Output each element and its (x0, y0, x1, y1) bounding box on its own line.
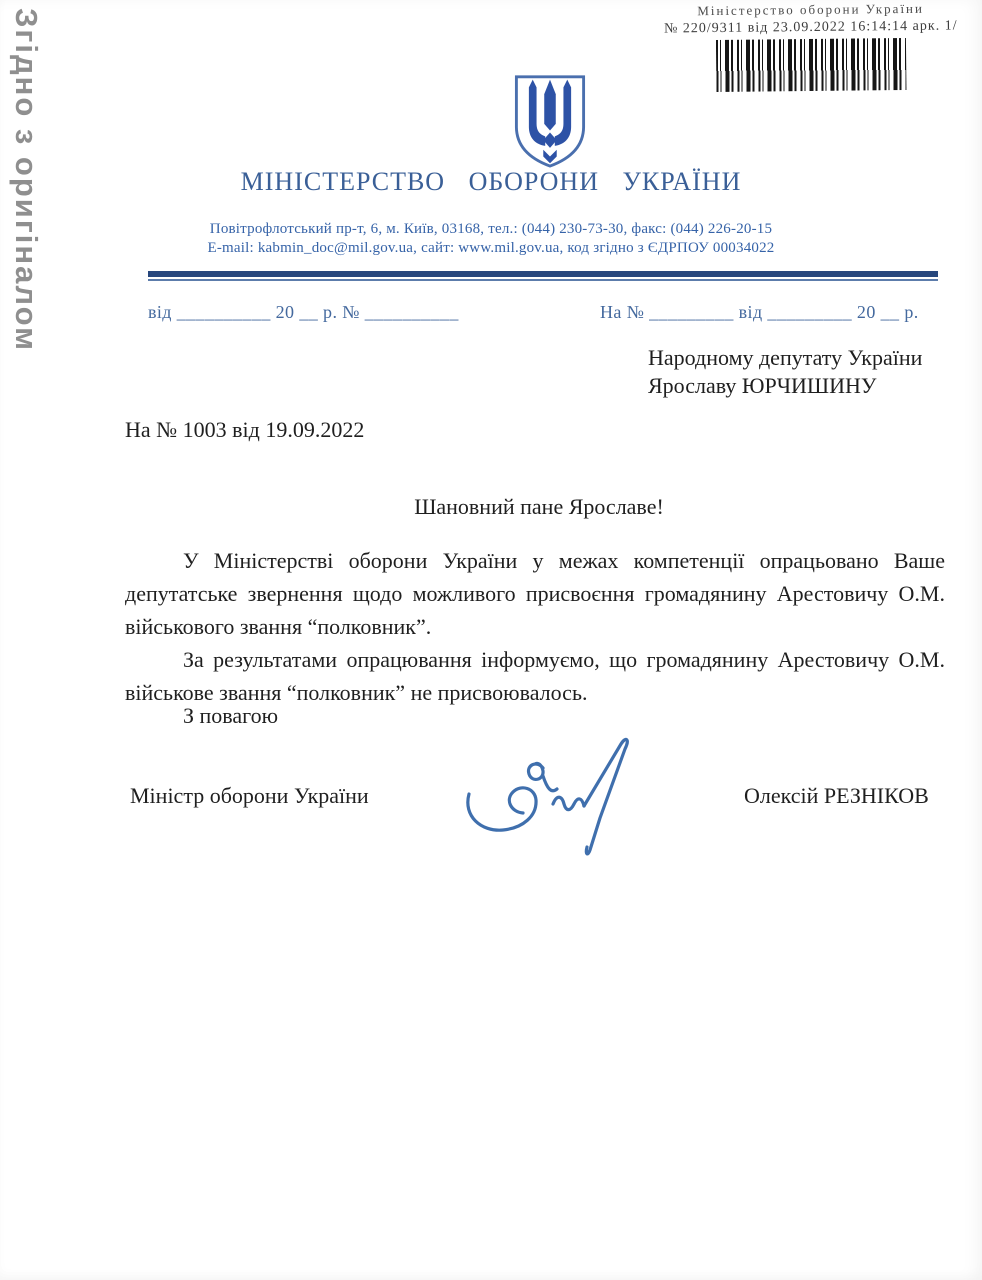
letterhead-divider (148, 271, 938, 277)
contact-line: E-mail: kabmin_doc@mil.gov.ua, сайт: www.mil.gov.ua, код згідно з ЄДРПОУ 00034022 (207, 240, 775, 256)
reply-reference: На № 1003 від 19.09.2022 (125, 417, 365, 442)
ukraine-trident-emblem-icon (505, 72, 595, 168)
recipient-name: Ярославу ЮРЧИШИНУ (648, 373, 877, 398)
body-paragraph-1: У Міністерстві оборони України у межах компетенції опрацьовано Ваше депутатське звернення щодо можливого присвоєння громадянину Арестовичу О.М. військового звання “полковник”. (125, 548, 945, 639)
recipient-title: Народному депутату України (648, 345, 923, 370)
address-line: Повітрофлотський пр-т, 6, м. Київ, 03168, тел.: (044) 230-73-30, факс: (044) 226-20-15 (209, 221, 773, 237)
registration-stamp-org: Міністерство оборони України (697, 0, 925, 19)
barcode-icon (716, 38, 907, 92)
ministry-title: МІНІСТЕРСТВО ОБОРОНИ УКРАЇНИ (240, 167, 742, 196)
registration-stamp-number: № 220/9311 від 23.09.2022 16:14:14 арк. 1/ (663, 18, 958, 37)
body-paragraph-2: За результатами опрацювання інформуємо, що громадянину Арестовичу О.М. військове звання “полковник” не присвоювалось. (125, 647, 945, 705)
handwritten-signature-icon (452, 728, 692, 868)
signer-name: Олексій РЕЗНІКОВ (744, 783, 929, 808)
recipient-block (648, 344, 922, 400)
signer-position: Міністр оборони України (130, 783, 369, 808)
certified-copy-stamp: Згідно з оригіналом (9, 8, 44, 353)
closing-phrase: З повагою (183, 703, 279, 728)
letter-body (125, 544, 945, 709)
outgoing-reference-blank: від __________ 20 __ р. № __________ (148, 302, 459, 322)
registration-stamp (640, 0, 982, 93)
salutation: Шановний пане Ярославе! (414, 494, 664, 519)
incoming-reference-blank: На № _________ від _________ 20 __ р. (600, 302, 919, 322)
